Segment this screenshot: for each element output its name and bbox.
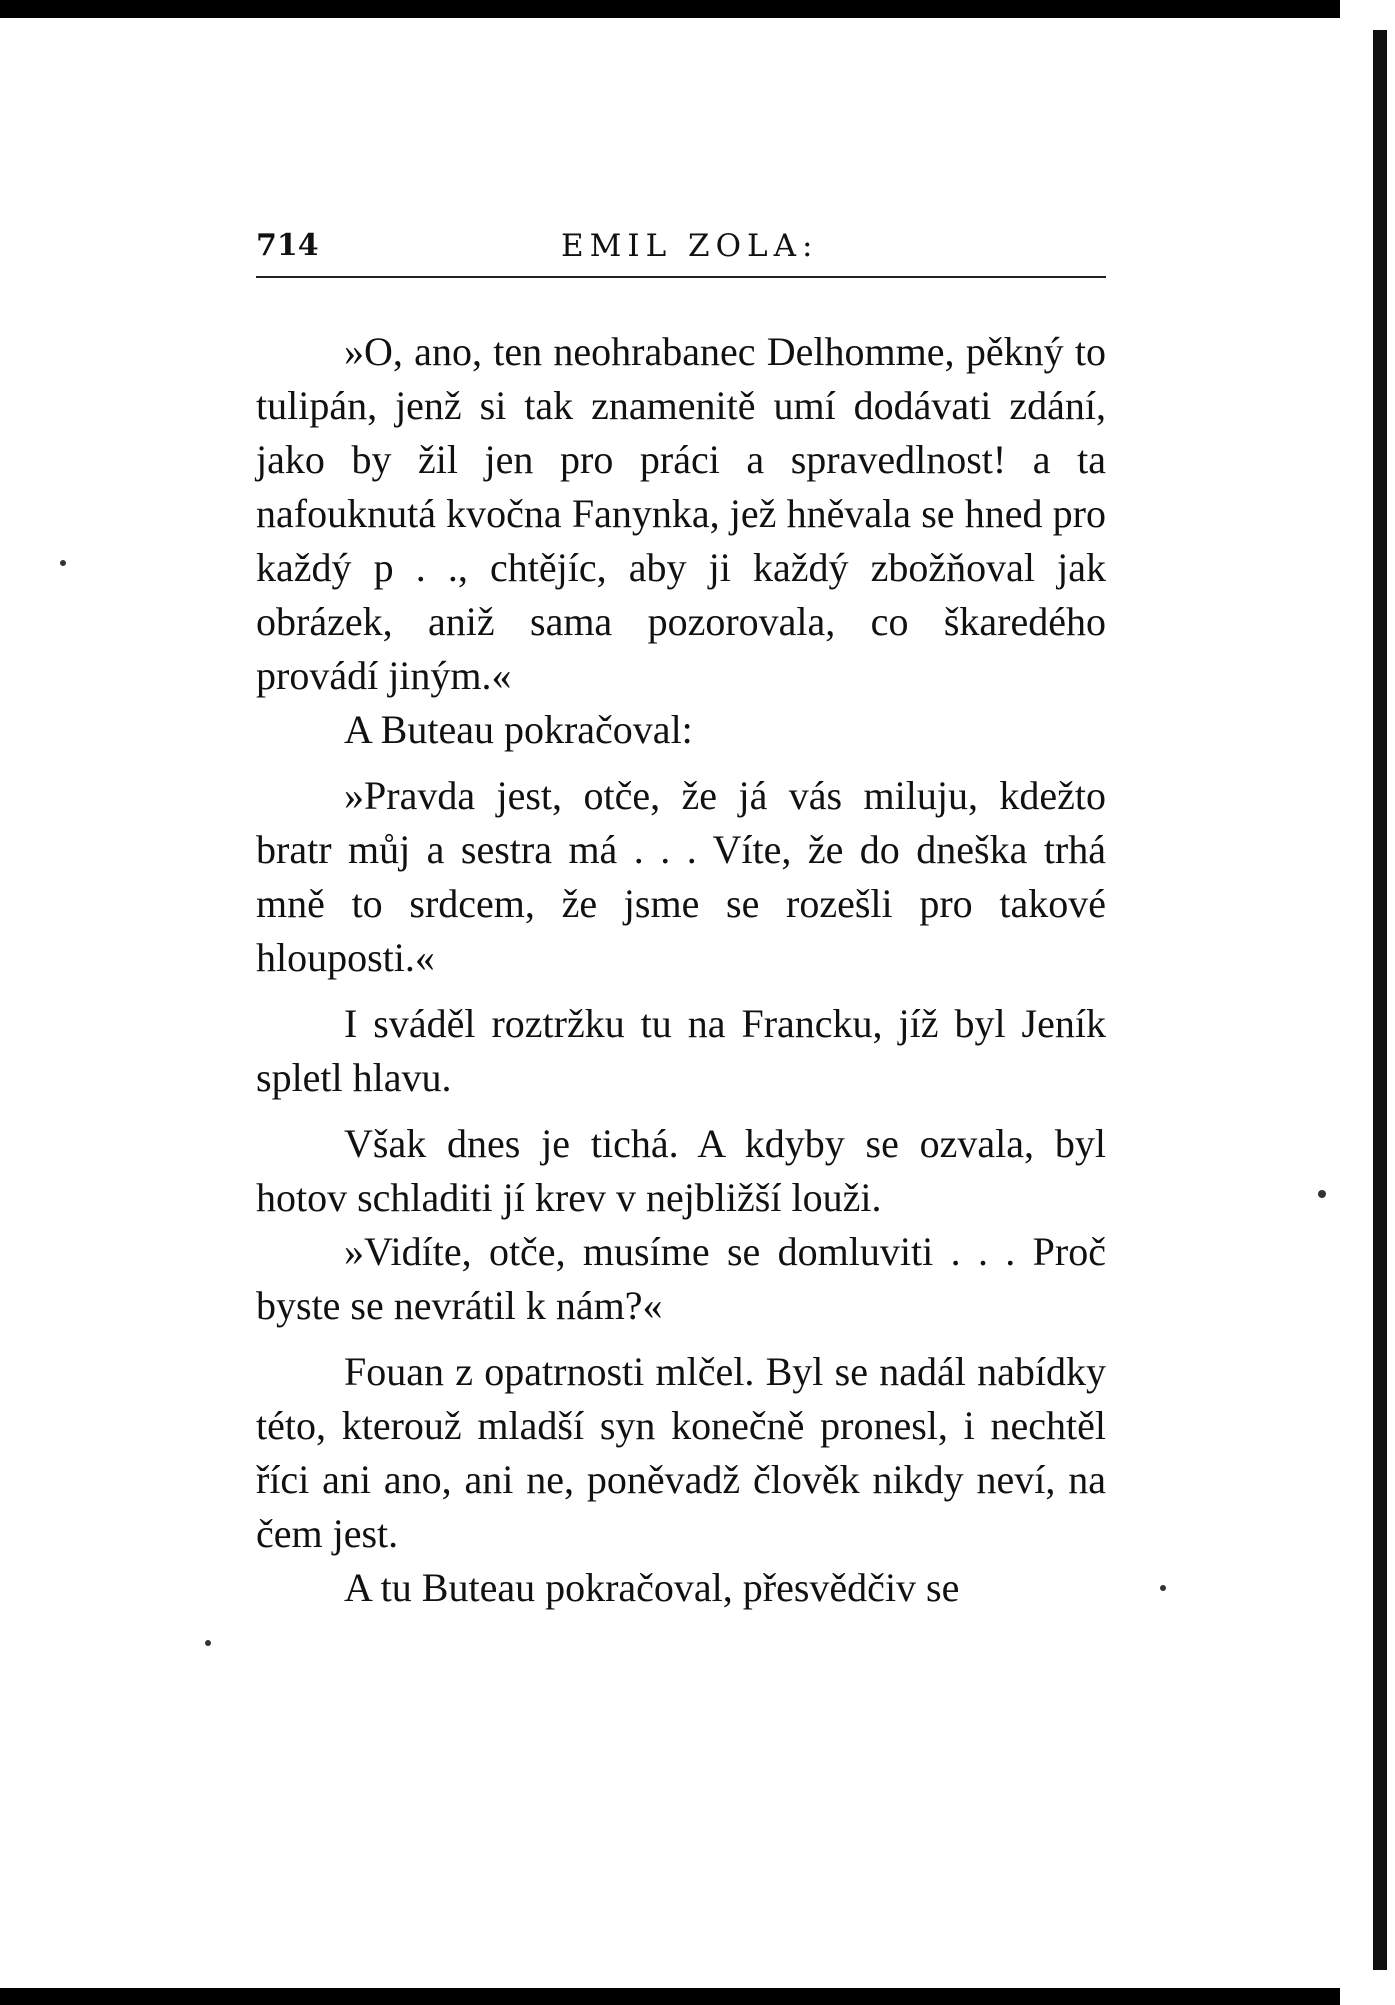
paragraph-1: »O, ano, ten neohrabanec Delhomme, pěkný to tulipán, jenž si tak znamenitě umí dodávati zdání, jako by žil jen pro práci a spravedlnost! a ta nafouknutá kvočna Fanynka, jež hněvala se hned pro každý p . ., chtějíc, aby ji každý zbožňoval jak obrázek, aniž sama pozorovala, co škaredého provádí jiným.« <box>256 329 1106 698</box>
paragraph-5: Však dnes je tichá. A kdyby se ozvala, byl hotov schladiti jí krev v nejbližší louži. <box>256 1121 1106 1220</box>
paragraph-2: A Buteau pokračoval: <box>344 707 693 752</box>
body-text <box>256 325 1106 1615</box>
header-rule <box>256 276 1106 278</box>
paragraph-8: A tu Buteau pokračoval, přesvědčiv se <box>344 1565 960 1610</box>
paper-speck <box>205 1640 211 1646</box>
page-number: 714 <box>256 228 319 263</box>
paragraph-6: »Vidíte, otče, musíme se domluviti . . . Proč byste se nevrátil k nám?« <box>256 1229 1106 1328</box>
paper-speck <box>60 560 66 566</box>
page-header <box>256 228 1106 278</box>
paper-speck <box>1318 1190 1326 1198</box>
paragraph-7: Fouan z opatrnosti mlčel. Byl se nadál nabídky této, kterouž mladší syn konečně pronesl, i nechtěl říci ani ano, ani ne, poněvadž člověk nikdy neví, na čem jest. <box>256 1349 1106 1556</box>
binding-edge <box>1373 30 1387 1970</box>
paper-speck <box>1160 1585 1166 1591</box>
paragraph-3: »Pravda jest, otče, že já vás miluju, kdežto bratr můj a sestra má . . . Víte, že do dneška trhá mně to srdcem, že jsme se rozešli pro takové hlouposti.« <box>256 773 1106 980</box>
paragraph-4: I sváděl roztržku tu na Francku, jíž byl Jeník spletl hlavu. <box>256 1001 1106 1100</box>
running-title: EMIL ZOLA: <box>561 228 819 264</box>
page-edge <box>1340 0 1395 2005</box>
